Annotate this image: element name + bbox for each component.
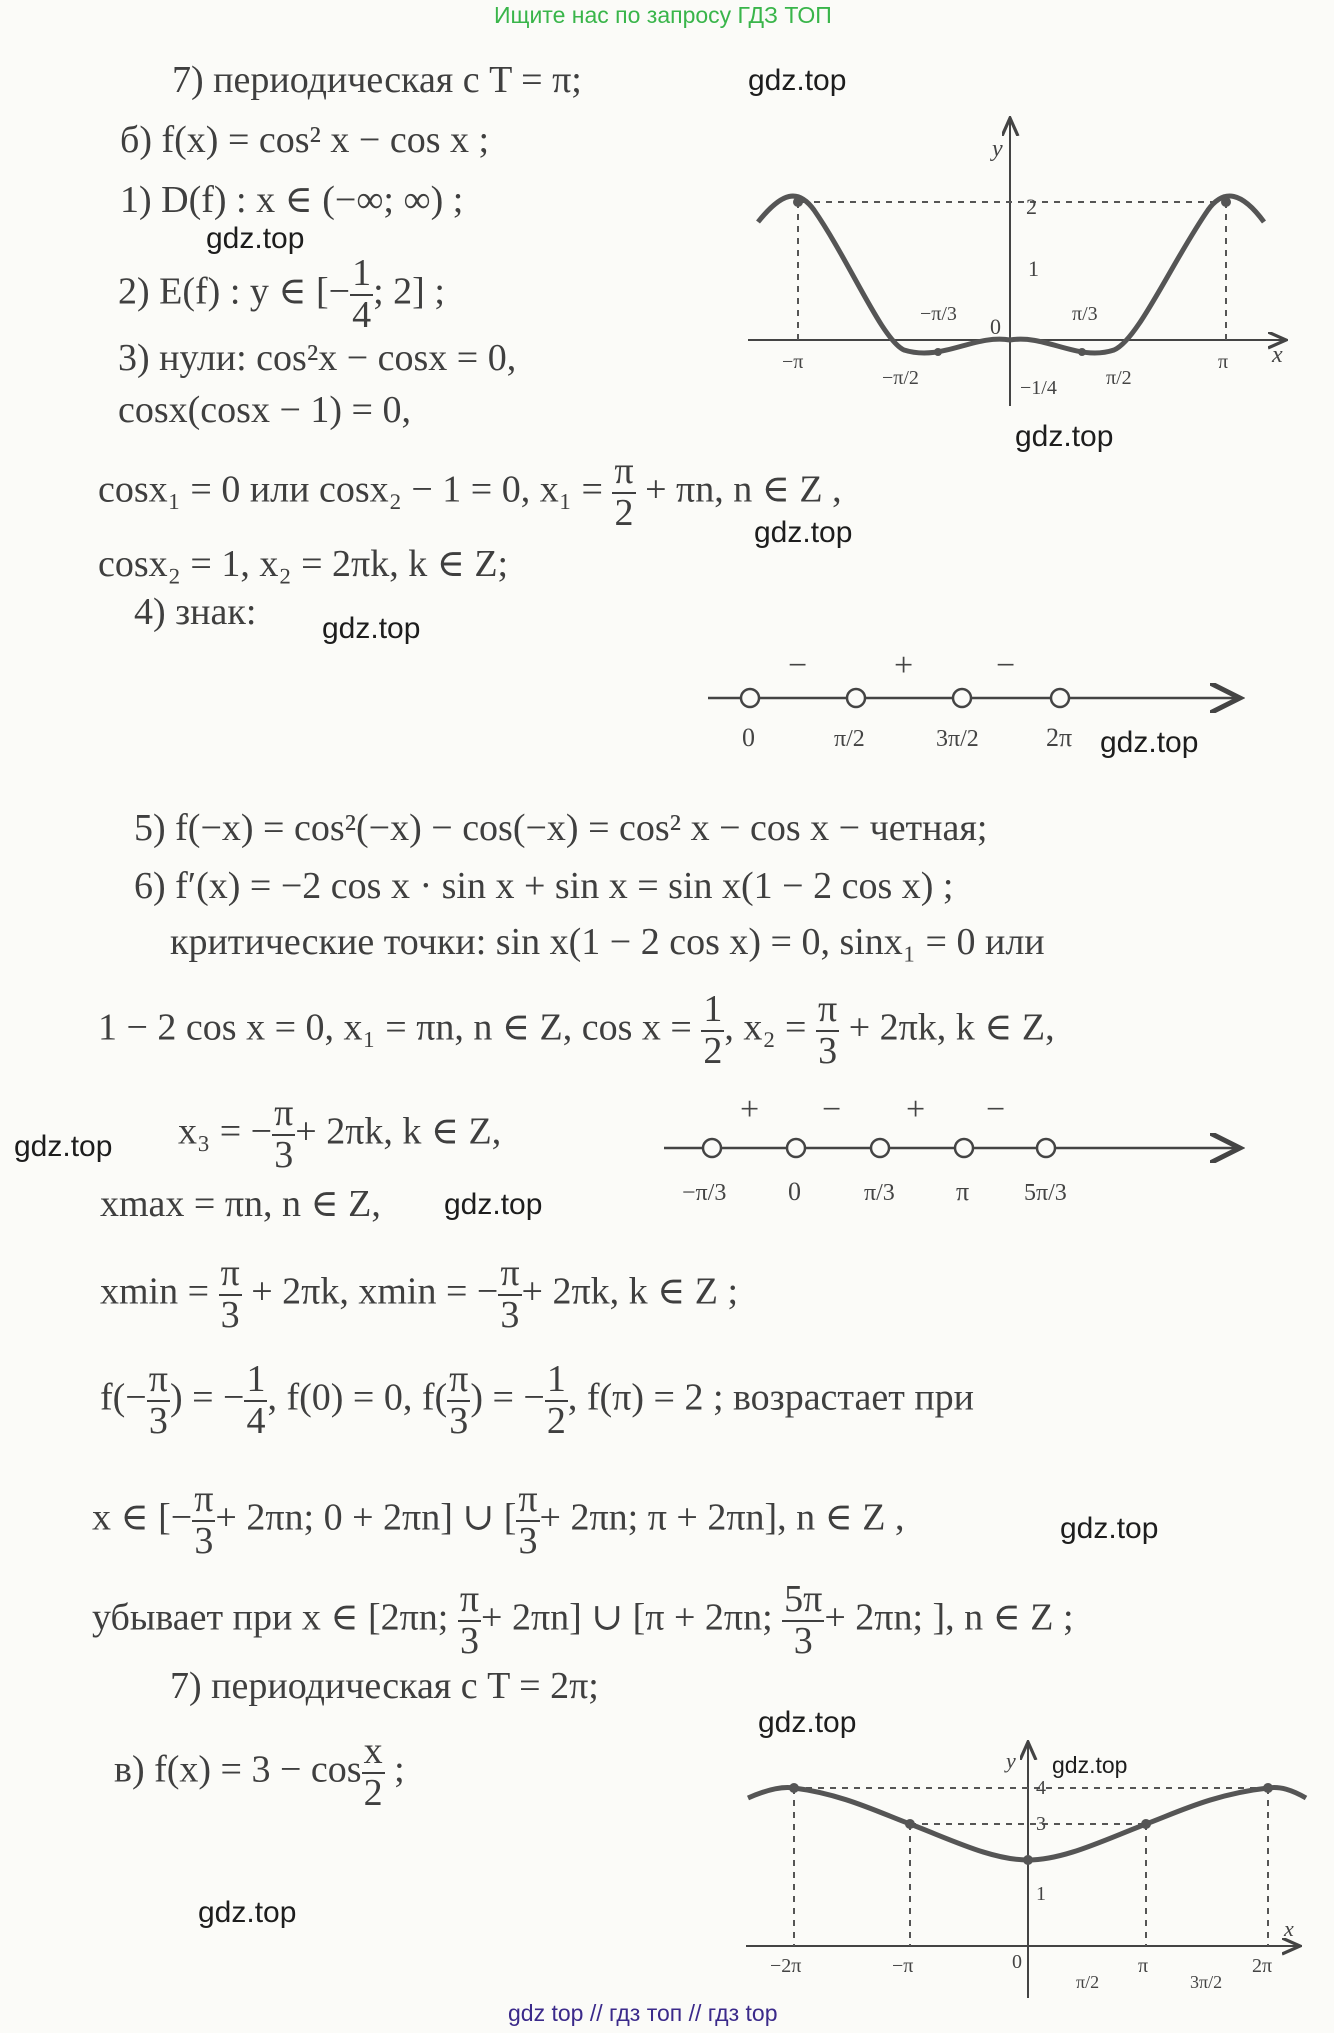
watermark: gdz.top: [198, 1896, 297, 1929]
graph2-tick-neg-2pi: −2π: [770, 1955, 802, 1977]
text-line: 6) f′(x) = −2 cos x · sin x + sin x = sin x(1 − 2 cos x) ;: [134, 865, 954, 907]
graph1-tick-pi2: π/2: [1106, 367, 1132, 389]
graph2-y-label: y: [1006, 1748, 1016, 1773]
text-line: 4) знак:: [134, 591, 257, 633]
point-label: 2π: [1046, 723, 1073, 752]
point-label: π/2: [834, 726, 865, 752]
graph2-tick-4: 4: [1036, 1777, 1046, 1799]
watermark: gdz.top: [754, 516, 853, 549]
footer-links[interactable]: gdz top // гдз топ // гдз top: [508, 2000, 778, 2026]
watermark: gdz.top: [444, 1188, 543, 1221]
text-line: 1 − 2 cos x = 0, x₁ = πn, n ∈ Z, cos x = $\frac{1}{2}$ , x₂ = $\frac{\pi}{3}$ + 2πk, k ∈ Z,: [98, 988, 1055, 1072]
graph1-tick-0: 0: [990, 314, 1001, 339]
graph1-tick-pi3: π/3: [1072, 303, 1098, 325]
point-label: 0: [788, 1177, 801, 1206]
search-banner[interactable]: Ищите нас по запросу ГДЗ ТОП: [494, 2, 832, 28]
graph1-y-label: y: [992, 136, 1003, 162]
text-line: убывает при x ∈ [2πn; $\frac{\pi}{3}$ + 2πn] ∪ [π + 2πn; $\frac{5\pi}{3}$ + 2πn; ], n ∈ Z ;: [92, 1578, 1074, 1662]
text-line: 7) периодическая с T = π;: [172, 59, 582, 101]
text-line: б) f(x) = cos² x − cos x ;: [120, 119, 490, 161]
sign-plus: +: [740, 1091, 760, 1128]
text-line: в) f(x) = 3 − cos $\frac{x}{2}$ ;: [114, 1730, 405, 1814]
graph1-tick-neg-quarter: −1/4: [1020, 377, 1057, 399]
text-line: 3) нули: cos²x − cosx = 0,: [118, 337, 517, 379]
text-line: x ∈ [− $\frac{\pi}{3}$ + 2πn; 0 + 2πn] ∪ [ $\frac{\pi}{3}$ + 2πn; π + 2πn], n ∈ Z ,: [92, 1478, 905, 1562]
graph2-tick-3: 3: [1036, 1813, 1046, 1835]
watermark: gdz.top: [1060, 1512, 1159, 1545]
graph1-tick-2: 2: [1026, 194, 1037, 219]
graph2-tick-pi2: π/2: [1076, 1972, 1100, 1992]
text-line: 1) D(f) : x ∈ (−∞; ∞) ;: [120, 179, 464, 221]
sign-line-f: [700, 646, 1260, 776]
graph2-tick-2pi: 2π: [1252, 1955, 1273, 1977]
text-line: xmax = πn, n ∈ Z,: [100, 1183, 381, 1225]
text-line: f(− $\frac{\pi}{3}$ ) = − $\frac{1}{4}$ , f(0) = 0, f( $\frac{\pi}{3}$ ) = − $\frac{1}{2}$ , f(π) = 2 ; возрастает при: [100, 1358, 975, 1442]
watermark: gdz.top: [14, 1130, 113, 1163]
sign-minus: −: [986, 1091, 1006, 1128]
graph2-tick-neg-pi: −π: [892, 1955, 914, 1977]
watermark: gdz.top: [1052, 1752, 1128, 1778]
sign-line-derivative: [660, 1090, 1260, 1240]
graph-cos2-minus-cos: [742, 112, 1302, 412]
graph1-tick-neg-pi: −π: [782, 351, 804, 373]
watermark: gdz.top: [1100, 726, 1199, 759]
watermark: gdz.top: [1015, 420, 1114, 453]
text-line: критические точки: sin x(1 − 2 cos x) = 0, sinx₁ = 0 или: [170, 921, 1045, 963]
text-line: x₃ = − $\frac{\pi}{3}$ + 2πk, k ∈ Z,: [178, 1092, 502, 1176]
sign-minus: −: [788, 647, 808, 684]
text-line: 2) E(f) : y ∈ [− $\frac{1}{4}$ ; 2] ;: [118, 252, 445, 336]
watermark: gdz.top: [322, 612, 421, 645]
text-line: cosx₂ = 1, x₂ = 2πk, k ∈ Z;: [98, 543, 509, 585]
graph-3-minus-cos-half: [742, 1736, 1312, 2026]
point-label: π/3: [864, 1180, 895, 1206]
graph2-tick-0: 0: [1012, 1951, 1022, 1973]
text-line: 7) периодическая с T = 2π;: [170, 1665, 599, 1707]
text-line: xmin = $\frac{\pi}{3}$ + 2πk, xmin = − $\frac{\pi}{3}$ + 2πk, k ∈ Z ;: [100, 1252, 739, 1336]
graph2-tick-3pi2: 3π/2: [1190, 1972, 1223, 1992]
graph2-tick-pi: π: [1138, 1955, 1149, 1977]
text-line: 5) f(−x) = cos²(−x) − cos(−x) = cos² x − cos x − четная;: [134, 807, 988, 849]
sign-plus: +: [894, 647, 914, 684]
graph1-tick-neg-pi3: −π/3: [920, 303, 957, 325]
point-label: 3π/2: [936, 726, 979, 752]
sign-minus: −: [822, 1091, 842, 1128]
sign-minus: −: [996, 647, 1016, 684]
graph1-tick-pi: π: [1218, 351, 1229, 373]
point-label: π: [956, 1177, 970, 1206]
point-label: 5π/3: [1024, 1180, 1067, 1206]
sign-plus: +: [906, 1091, 926, 1128]
graph1-tick-1: 1: [1028, 256, 1039, 281]
watermark: gdz.top: [748, 64, 847, 97]
text-line: cosx₁ = 0 или cosx₂ − 1 = 0, x₁ = $\frac{\pi}{2}$ + πn, n ∈ Z ,: [98, 450, 842, 534]
point-label: 0: [742, 723, 755, 752]
graph1-x-label: x: [1272, 342, 1283, 368]
watermark: gdz.top: [206, 222, 305, 255]
watermark: gdz.top: [758, 1706, 857, 1739]
text-line: cosx(cosx − 1) = 0,: [118, 389, 411, 431]
graph2-tick-1: 1: [1036, 1883, 1046, 1905]
graph1-tick-neg-pi2: −π/2: [882, 367, 919, 389]
point-label: −π/3: [682, 1180, 727, 1206]
graph2-x-label: x: [1284, 1916, 1294, 1941]
